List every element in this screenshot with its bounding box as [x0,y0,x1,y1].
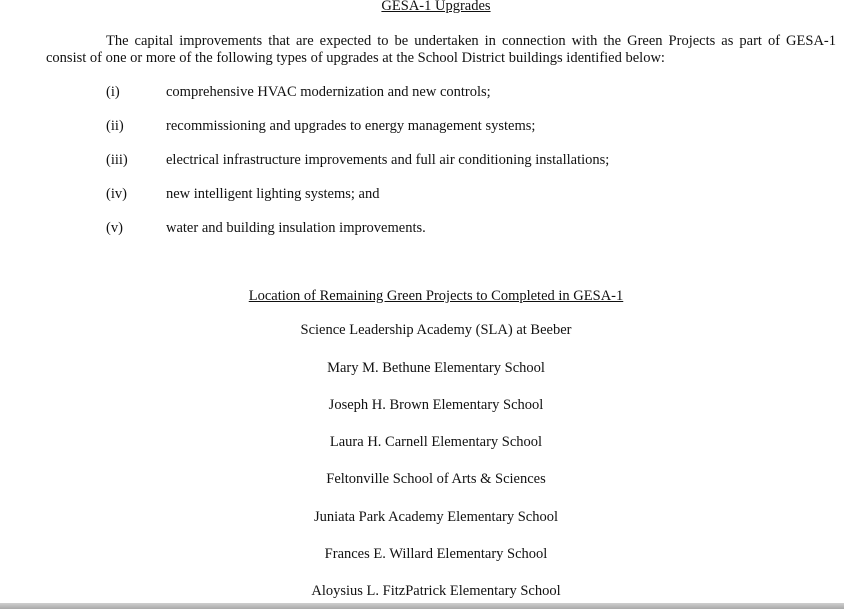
upgrade-item [0,185,844,203]
location-item: Feltonville School of Arts & Sciences [326,471,546,487]
location-item: Juniata Park Academy Elementary School [313,509,558,525]
upgrade-number: (ii) [106,118,124,134]
upgrade-item [0,219,844,237]
viewer-bottom-edge [0,603,844,609]
upgrade-item [0,151,844,169]
location-item: Joseph H. Brown Elementary School [328,397,544,413]
upgrade-text: new intelligent lighting systems; and [166,186,380,202]
intro-paragraph: The capital improvements that are expected to be undertaken in connection with the Green Projects as part of GESA-1 consist of one or more of the following types of upgrades at the School District buildings identified below: [46,33,836,66]
location-item: Laura H. Carnell Elementary School [329,434,543,450]
locations-title: Location of Remaining Green Projects to Completed in GESA-1 [248,288,624,304]
upgrade-text: comprehensive HVAC modernization and new controls; [166,84,491,100]
section-title: GESA-1 Upgrades [381,0,491,14]
location-item: Frances E. Willard Elementary School [324,546,548,562]
upgrade-number: (iv) [106,186,127,202]
upgrade-item [0,83,844,101]
upgrade-number: (iii) [106,152,128,168]
location-item: Aloysius L. FitzPatrick Elementary School [311,583,561,599]
location-item: Mary M. Bethune Elementary School [327,360,545,376]
upgrade-number: (v) [106,220,123,236]
location-item: Science Leadership Academy (SLA) at Beeber [300,322,572,338]
upgrade-text: electrical infrastructure improvements and full air conditioning installations; [166,152,610,168]
upgrade-text: water and building insulation improvements. [166,220,426,236]
upgrade-text: recommissioning and upgrades to energy management systems; [166,118,536,134]
upgrade-number: (i) [106,84,120,100]
upgrade-item [0,117,844,135]
